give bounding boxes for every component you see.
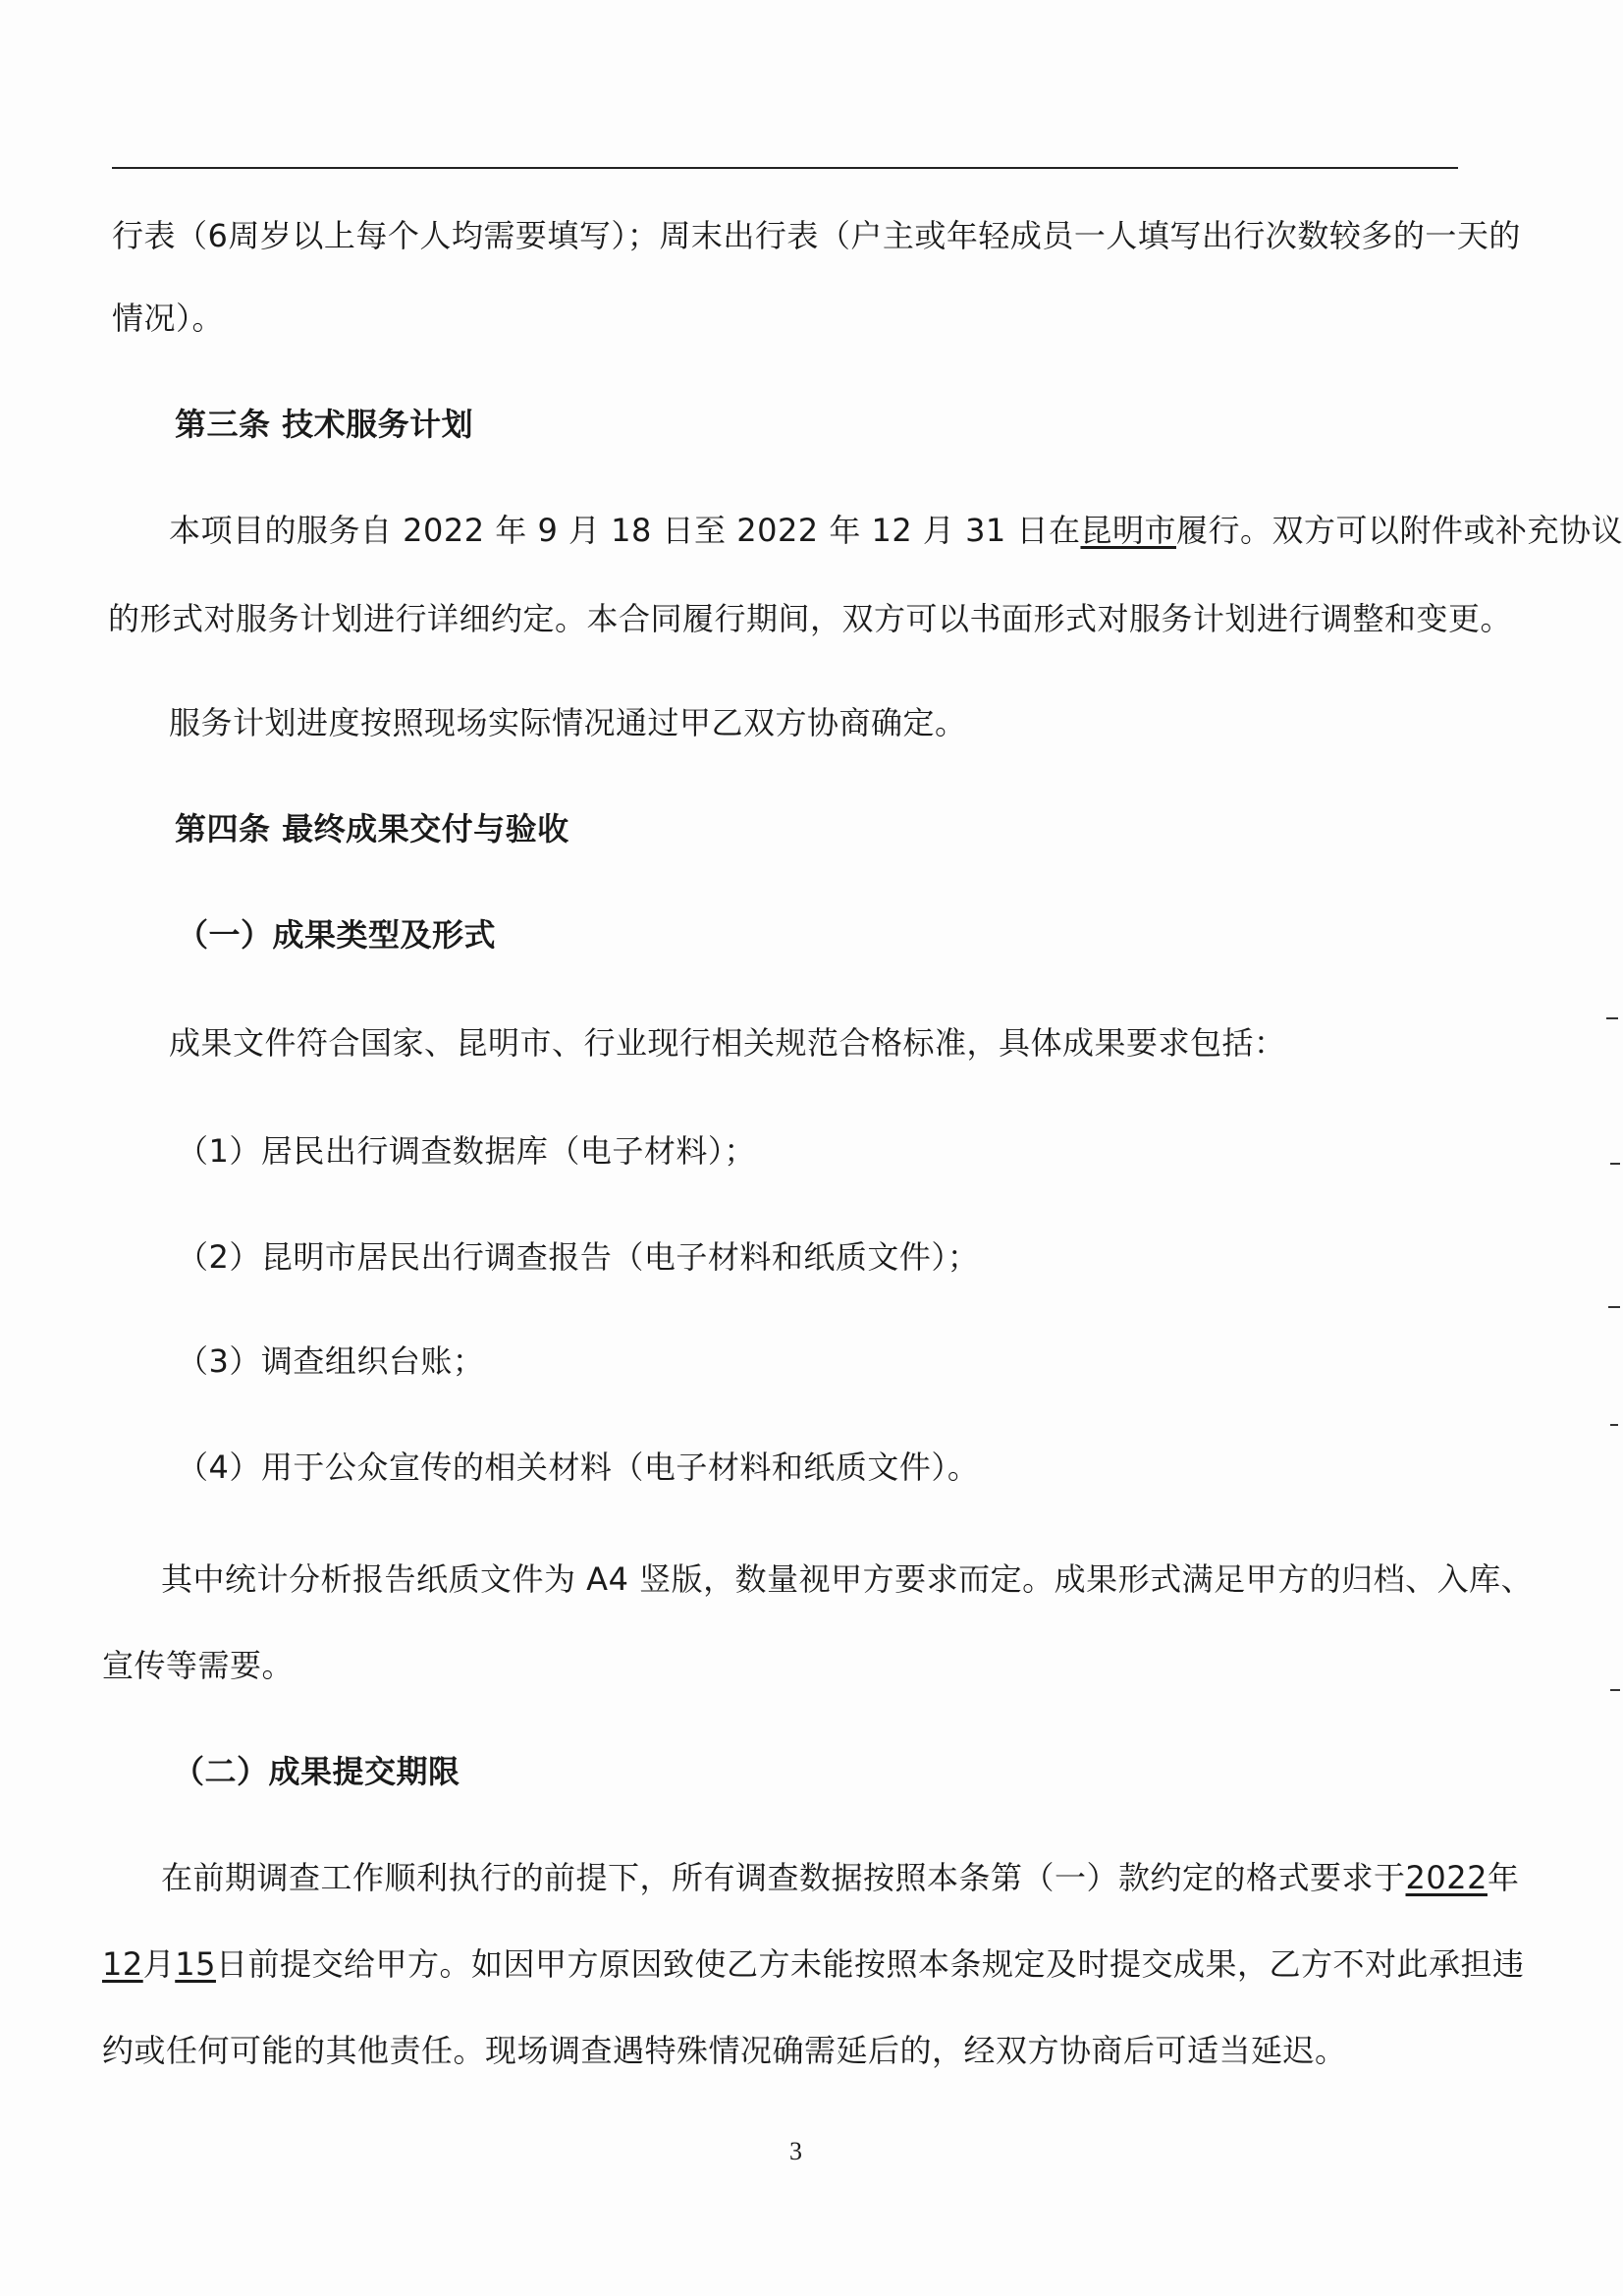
text-segment: 本项目的服务自 2022 年 9 月 18 日至 2022 年 12 月 31 日在 (169, 512, 1081, 549)
paragraph-line: 成果文件符合国家、昆明市、行业现行相关规范合格标准，具体成果要求包括： (169, 1024, 1286, 1062)
scan-artifact (1610, 1689, 1620, 1691)
paragraph-line: 情况）。 (112, 300, 225, 337)
paragraph-line: 行表（6周岁以上每个人均需要填写）；周末出行表（户主或年轻成员一人填写出行次数较多的一天的 (112, 217, 1521, 254)
paragraph-line: 约或任何可能的其他责任。现场调查遇特殊情况确需延后的，经双方协商后可适当延迟。 (102, 2032, 1347, 2069)
paragraph-line (102, 1942, 1524, 1986)
paragraph-line: 的形式对服务计划进行详细约定。本合同履行期间，双方可以书面形式对服务计划进行调整和变更。 (108, 600, 1513, 637)
section-heading-3: 第三条 技术服务计划 (175, 406, 474, 443)
underlined-text: 昆明市 (1080, 512, 1176, 549)
list-item: （3）调查组织台账； (177, 1342, 485, 1380)
text-segment: 日前提交给甲方。如因甲方原因致使乙方未能按照本条规定及时提交成果，乙方不对此承担违 (215, 1945, 1525, 1983)
text-segment: 在前期调查工作顺利执行的前提下，所有调查数据按照本条第（一）款约定的格式要求于 (161, 1859, 1406, 1896)
text-segment: 履行。双方可以附件或补充协议 (1175, 512, 1623, 549)
list-item: （2）昆明市居民出行调查报告（电子材料和纸质文件）； (177, 1238, 980, 1276)
paragraph-line (161, 1856, 1519, 1899)
list-item: （1）居民出行调查数据库（电子材料）； (177, 1132, 756, 1170)
paragraph-line: 宣传等需要。 (102, 1647, 295, 1684)
text-segment: 月 (142, 1945, 176, 1983)
text-segment: 年 (1487, 1859, 1520, 1896)
page-number: 3 (789, 2137, 802, 2165)
header-rule (112, 167, 1458, 169)
paragraph-line: 其中统计分析报告纸质文件为 A4 竖版，数量视甲方要求而定。成果形式满足甲方的归档、入库、 (161, 1560, 1534, 1598)
scan-artifact (1608, 1306, 1620, 1308)
subsection-heading: （二）成果提交期限 (173, 1753, 460, 1790)
subsection-heading: （一）成果类型及形式 (177, 916, 497, 954)
scan-artifact (1610, 1163, 1620, 1165)
underlined-text: 2022 (1405, 1859, 1488, 1896)
scan-artifact (1610, 1424, 1618, 1426)
scan-artifact (1606, 1017, 1618, 1019)
paragraph-line (169, 509, 1623, 552)
paragraph-line: 服务计划进度按照现场实际情况通过甲乙双方协商确定。 (169, 704, 967, 741)
list-item: （4）用于公众宣传的相关材料（电子材料和纸质文件）。 (177, 1449, 980, 1486)
underlined-text: 15 (175, 1945, 216, 1983)
section-heading-4: 第四条 最终成果交付与验收 (175, 810, 569, 847)
underlined-text: 12 (102, 1945, 143, 1983)
